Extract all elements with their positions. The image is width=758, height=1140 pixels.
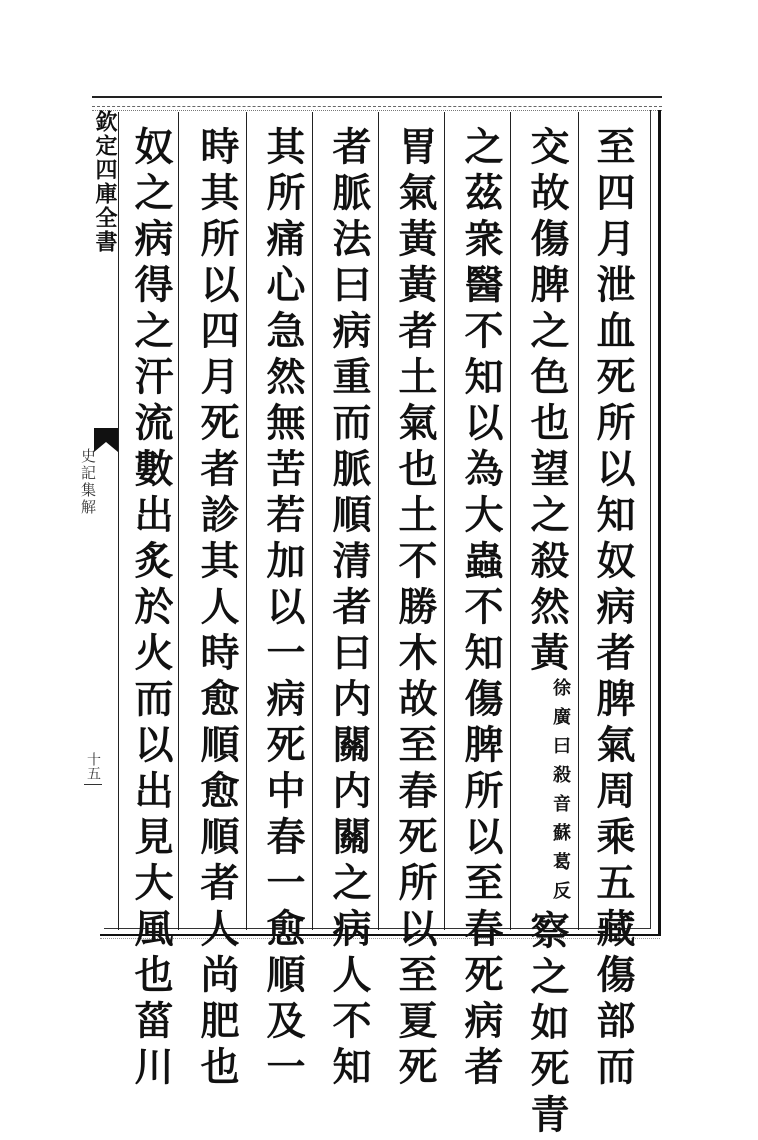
text-column-8: 奴之病得之汗流數出炙於火而以出見大風也菑川 <box>128 126 174 1092</box>
page-number-rule <box>84 784 102 785</box>
column-separator <box>510 112 511 930</box>
annotation-note <box>550 678 570 910</box>
text-column-5: 者脈法曰病重而脈順清者曰内關内關之病人不知 <box>326 126 372 1092</box>
page-number: 十五 <box>85 752 101 780</box>
column-separator <box>444 112 445 930</box>
bottom-dotted-rule <box>100 938 660 939</box>
text-column-3: 之茲衆醫不知以為大蟲不知傷脾所以至春死病者 <box>458 126 504 1092</box>
column-2-continued-text: 察之如死青 <box>524 910 570 1140</box>
text-column-7: 時其所以四月死者診其人時愈順愈順者人尚肥也 <box>194 126 240 1092</box>
text-column-6: 其所痛心急然無苦若加以一病死中春一愈順及一 <box>260 126 306 1092</box>
book-title: 欽定四庫全書 <box>92 110 118 254</box>
column-separator <box>312 112 313 930</box>
column-separator <box>246 112 247 930</box>
section-note: 史記集解 <box>79 448 97 516</box>
column-separator <box>378 112 379 930</box>
top-border-rule <box>92 96 662 107</box>
column-2-main-text: 交故傷脾之色也望之殺然黃 <box>524 126 570 678</box>
annotation-line-right: 徐廣曰殺 <box>550 678 571 794</box>
column-separator <box>118 112 119 930</box>
text-column-2 <box>524 126 570 1140</box>
annotation-line-left: 音蘇葛反 <box>550 794 571 910</box>
text-column-4: 胃氣黃黃者土氣也土不勝木故至春死所以至夏死 <box>392 126 438 1092</box>
text-column-1: 至四月泄血死所以知奴病者脾氣周乘五藏傷部而 <box>590 126 636 1092</box>
column-separator <box>578 112 579 930</box>
column-separator <box>178 112 179 930</box>
